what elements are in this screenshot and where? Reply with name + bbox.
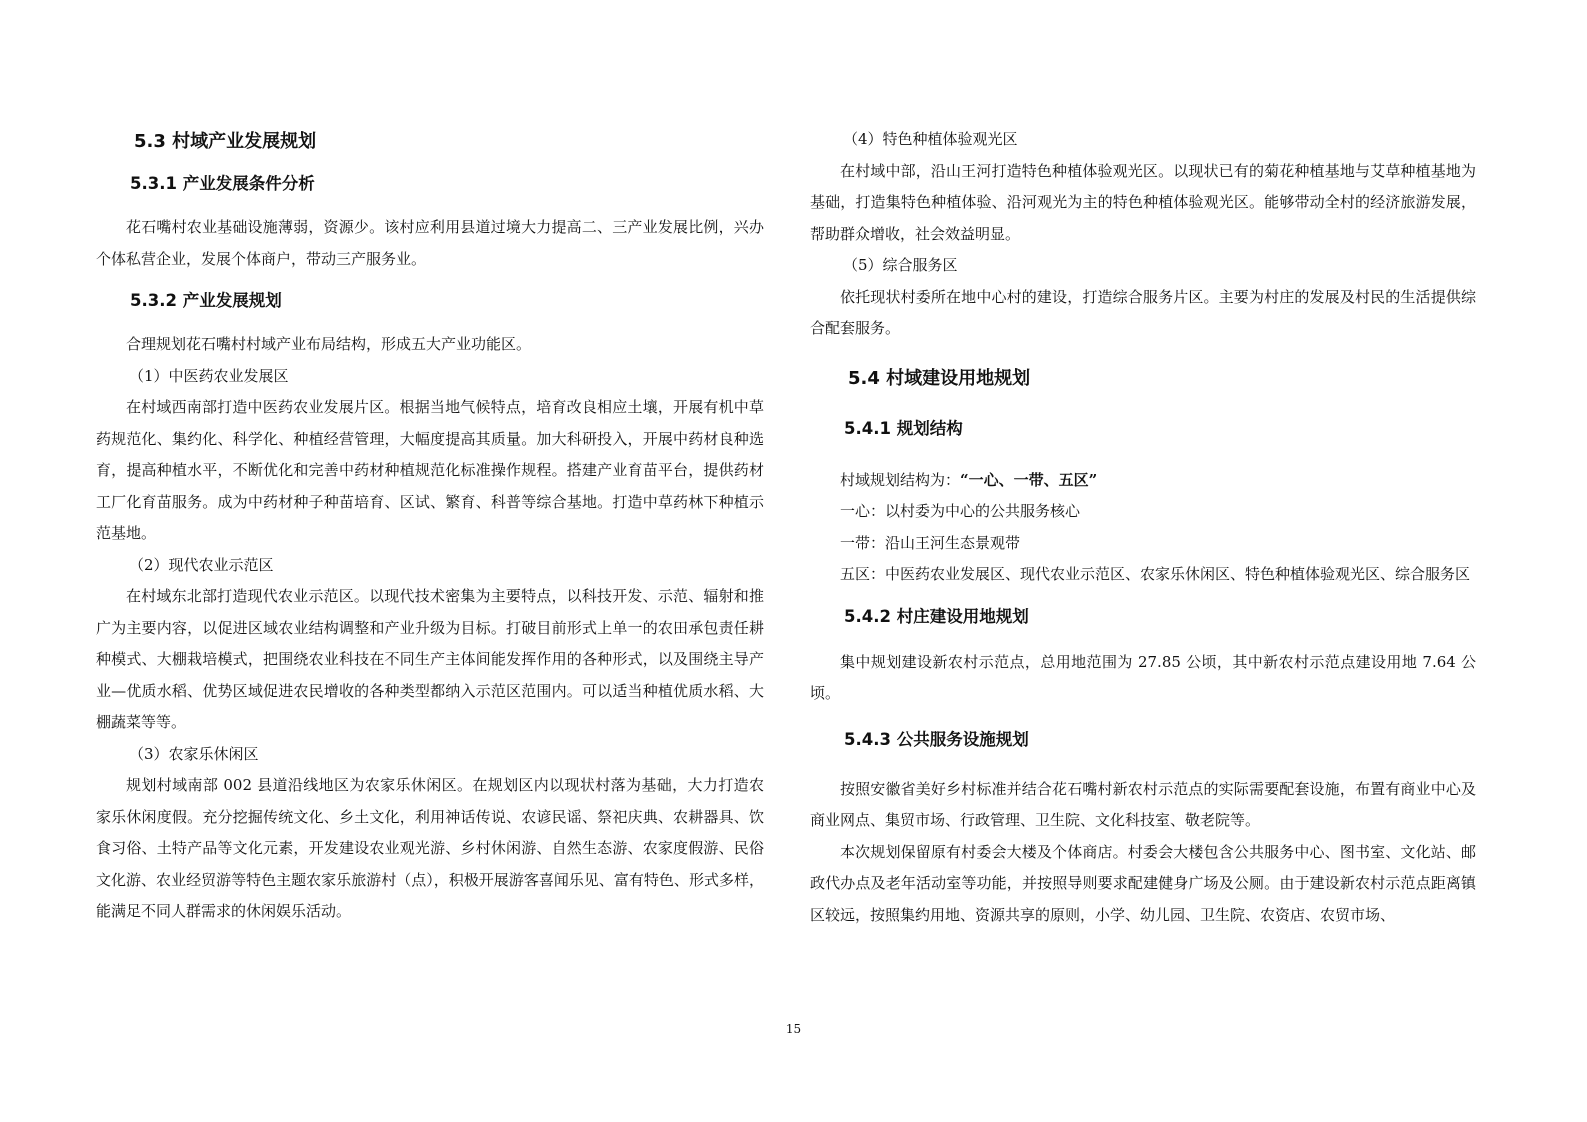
yidai-line: 一带：沿山王河生态景观带	[840, 533, 1021, 552]
wuqu-line: 五区：中医药农业发展区、现代农业示范区、农家乐休闲区、特色种植体验观光区、综合服务区	[840, 565, 1471, 583]
structure-label: 村域规划结构为：	[840, 470, 961, 489]
structure-line	[810, 465, 1476, 497]
paragraph-5-4-3a: 按照安徽省美好乡村标准并结合花石嘴村新农村示范点的实际需要配套设施，布置有商业中心及商业网点、集贸市场、行政管理、卫生院、文化科技室、敬老院等。	[810, 779, 1476, 829]
paragraph-5: 依托现状村委所在地中心村的建设，打造综合服务片区。主要为村庄的发展及村民的生活提供综合配套服务。	[810, 287, 1476, 337]
left-column	[96, 120, 764, 928]
paragraph-1: 在村域西南部打造中医药农业发展片区。根据当地气候特点，培育改良相应土壤，开展有机中草药规范化、集约化、科学化、种植经营管理，大幅度提高其质量。加大科研投入，开展中药材良种选育，提高种植水平，不断优化和完善中药材种植规范化标准操作规程。搭建产业育苗平台，提供药材工厂化育苗服务。成为中药材种子种苗培育、区试、繁育、科普等综合基地。打造中草药林下种植示范基地。	[96, 398, 764, 542]
yixin-line: 一心：以村委为中心的公共服务核心	[840, 502, 1081, 520]
sub-heading-3: （3）农家乐休闲区	[129, 744, 259, 763]
paragraph-intro: 合理规划花石嘴村村域产业布局结构，形成五大产业功能区。	[126, 335, 532, 353]
subsection-heading-5-3-1: 5.3.1 产业发展条件分析	[130, 174, 315, 193]
paragraph-5-4-3b: 本次规划保留原有村委会大楼及个体商店。村委会大楼包含公共服务中心、图书室、文化站、邮政代办点及老年活动室等功能，并按照导则要求配建健身广场及公厕。由于建设新农村示范点距离镇区较远，按照集约用地、资源共享的原则，小学、幼儿园、卫生院、农资店、农贸市场、	[810, 842, 1476, 924]
paragraph-4: 在村域中部，沿山王河打造特色种植体验观光区。以现状已有的菊花种植基地与艾草种植基地为基础，打造集特色种植体验、沿河观光为主的特色种植体验观光区。能够带动全村的经济旅游发展，帮助群众增收，社会效益明显。	[810, 161, 1476, 243]
right-column	[810, 124, 1476, 931]
paragraph-5-4-2: 集中规划建设新农村示范点，总用地范围为 27.85 公顷，其中新农村示范点建设用地 7.64 公顷。	[810, 652, 1476, 702]
paragraph-3: 规划村域南部 002 县道沿线地区为农家乐休闲区。在规划区内以现状村落为基础，大力打造农家乐休闲度假。充分挖掘传统文化、乡土文化，利用神话传说、农谚民谣、祭祀庆典、农耕器具、饮食习俗、土特产品等文化元素，开发建设农业观光游、乡村休闲游、自然生态游、农家度假游、民俗文化游、农业经贸游等特色主题农家乐旅游村（点），积极开展游客喜闻乐见、富有特色、形式多样，能满足不同人群需求的休闲娱乐活动。	[96, 776, 764, 920]
sub-heading-2: （2）现代农业示范区	[129, 555, 274, 574]
section-heading-5-3: 5.3 村域产业发展规划	[134, 131, 317, 152]
subsection-heading-5-4-2: 5.4.2 村庄建设用地规划	[844, 606, 1029, 626]
page-number: 15	[785, 1022, 802, 1036]
sub-heading-4: （4）特色种植体验观光区	[843, 130, 1018, 148]
sub-heading-1: （1）中医药农业发展区	[129, 366, 289, 385]
sub-heading-5: （5）综合服务区	[843, 256, 958, 274]
section-heading-5-4: 5.4 村域建设用地规划	[848, 367, 1031, 389]
paragraph-5-3-1: 花石嘴村农业基础设施薄弱，资源少。该村应利用县道过境大力提高二、三产业发展比例，兴办个体私营企业，发展个体商户，带动三产服务业。	[96, 218, 764, 268]
subsection-heading-5-3-2: 5.3.2 产业发展规划	[130, 291, 282, 310]
subsection-heading-5-4-1: 5.4.1 规划结构	[844, 418, 963, 438]
paragraph-2: 在村域东北部打造现代农业示范区。以现代技术密集为主要特点，以科技开发、示范、辐射和推广为主要内容，以促进区域农业结构调整和产业升级为目标。打破目前形式上单一的农田承包责任耕种模式、大棚栽培模式，把围绕农业科技在不同生产主体间能发挥作用的各种形式，以及围绕主导产业—优质水稻、优势区域促进农民增收的各种类型都纳入示范区范围内。可以适当种植优质水稻、大棚蔬菜等等。	[96, 587, 764, 731]
subsection-heading-5-4-3: 5.4.3 公共服务设施规划	[844, 729, 1029, 749]
structure-quote: “一心、一带、五区”	[960, 470, 1098, 489]
